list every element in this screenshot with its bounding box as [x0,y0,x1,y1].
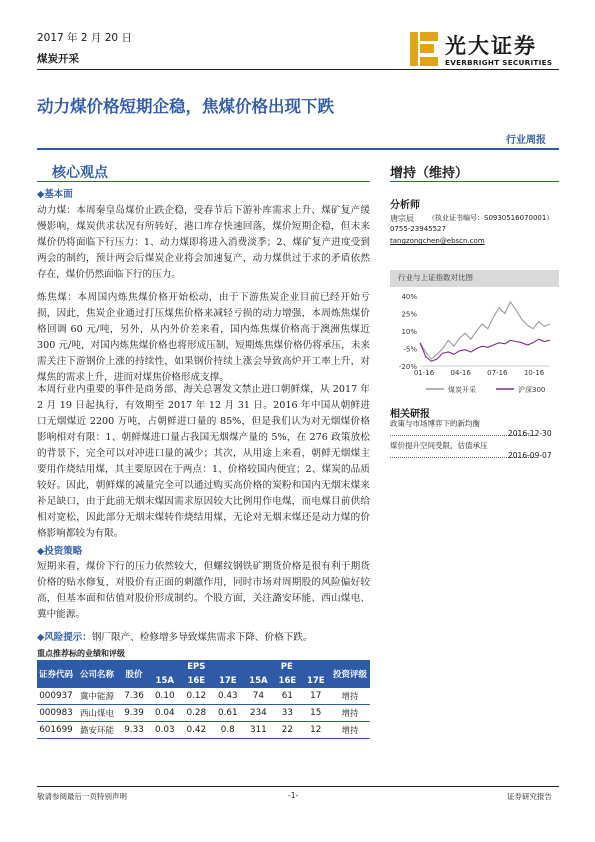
cell-pe: 22 [273,722,301,739]
footer-disclaimer: 敬请参阅最后一页特别声明 [37,792,127,801]
cell-eps: 0.61 [212,705,244,722]
cell-eps: 0.10 [149,688,181,705]
cell-rating: 增持 [330,688,370,705]
related-item-1-title[interactable]: 政策与市场博弈下的新均衡 [390,419,480,428]
x-tick-label: 01-16 [413,369,435,377]
cell-code: 000983 [37,705,75,722]
cell-pe: 33 [273,705,301,722]
cell-pe: 74 [244,688,274,705]
col-rating: 投资评级 [330,660,370,688]
strategy-paragraph: 短期来看，煤价下行的压力依然较大，但螺纹钢铁矿期货价格是很有利于期货价格的贴水修复，对股价有正面的刺激作用，同时市场对周期股的风险偏好较高，但基本面和估值对股价形成制约。个股方面，关注潞安环能、西山煤电、冀中能源。 [37,561,370,620]
col-price: 股价 [119,660,149,688]
cell-rating: 增持 [330,705,370,722]
cell-pe: 234 [244,705,274,722]
y-tick-label: 25% [401,310,417,319]
cell-rating: 增持 [330,722,370,739]
cell-code: 601699 [37,722,75,739]
col-eps-15a: 15A [149,674,181,688]
risk-line [37,629,312,643]
cell-price: 7.36 [119,688,149,705]
fundamentals-heading: ◆基本面 [37,189,73,200]
headline-divider [37,148,559,150]
cell-pe: 15 [302,705,330,722]
series-line-1 [420,302,550,359]
analyst-name: 唐宗辰 [390,214,414,223]
col-pe-15a: 15A [244,674,274,688]
col-code: 证券代码 [37,660,75,688]
cell-eps: 0.8 [212,722,244,739]
page-number: -1- [288,791,299,800]
related-item-2-title[interactable]: 煤价提升空间受限，估值承压 [390,441,488,450]
col-pe-16e: 16E [273,674,301,688]
legend-label: 煤炭开采 [448,386,476,394]
report-date: 2017 年 2 月 20 日 [37,32,132,44]
table-row [37,722,370,739]
recommendation-table [37,660,370,739]
header-divider [37,69,559,70]
risk-heading: ◆风险提示： [37,632,92,643]
analyst-email-link[interactable]: tangzongchen@ebscn.com [390,237,485,245]
related-heading: 相关研报 [390,409,430,420]
x-tick-label: 07-16 [487,369,508,377]
sector-label: 煤炭开采 [37,53,79,65]
analyst-phone: 0755-23945527 [390,225,446,233]
x-tick-label: 04-16 [450,369,471,377]
table-title: 重点推荐标的业绩和评级 [37,648,125,658]
cell-code: 000937 [37,688,75,705]
cell-price: 9.33 [119,722,149,739]
chart-title: 行业与上证指数对比图 [398,273,473,282]
report-headline: 动力煤价格短期企稳，焦煤价格出现下跌 [37,97,334,116]
col-eps: EPS [149,660,244,674]
industry-rating: 增持（维持） [390,166,469,181]
y-tick-label: -5% [403,345,417,354]
strategy-heading: ◆投资策略 [37,546,83,557]
table-row [37,688,370,705]
risk-text: 钢厂限产、检修增多导致煤焦需求下降、价格下跌。 [91,632,313,643]
cell-eps: 0.04 [149,705,181,722]
y-tick-label: 10% [401,328,417,336]
cell-price: 9.39 [119,705,149,722]
cell-pe: 12 [302,722,330,739]
footer-divider [37,786,559,787]
y-tick-label: 40% [401,293,417,301]
cell-eps: 0.28 [181,705,213,722]
cell-pe: 61 [273,688,301,705]
y-tick-label: -20% [398,363,417,371]
coking-coal-paragraph: 炼焦煤：本周国内炼焦煤价格开始松动，由于下游焦炭企业目前已经开始亏损，因此，焦炭企业通过打压煤焦价格来减轻亏损的动力增强，本周炼焦煤价格回调 60 元/吨，另外，从内外价差来看，国内炼焦煤价格高于澳洲焦煤近 300 元/吨，对国内炼焦煤价格也将形成压制，短期炼焦煤价格仍将承压，未来需关注下游钢价上涨的持续性，如果钢价持续上涨会导致高炉开工率上升，对煤焦的需求上升，进而对煤焦价格形成支撑。 [37,292,370,383]
x-tick-label: 10-16 [523,369,545,377]
logo-icon [410,32,438,66]
cell-eps: 0.42 [181,722,213,739]
core-view-divider [37,181,370,182]
series-line-2 [420,339,550,361]
import-ban-paragraph: 本周行业内重要的事件是商务部、海关总署发文禁止进口朝鲜煤，从 2017 年 2 月 19 日起执行，有效期至 2017 年 12 月 31 日。2016 年中国从朝鲜进口无烟煤近 2200 万吨，占朝鲜进口量的 85%，但是我们认为对无烟煤价格影响相对有限：1、朝鲜煤进口量占我国无烟煤产量的 5%，在 276 政策放松的背景下，完全可以对冲进口量的减少；其次，从用途上来看，朝鲜无烟煤主要用作烧结用煤，其主要原因在于两点：1、价格较国内便宜；2、煤炭的品质较好。因此，朝鲜煤的减量完全可以通过购买高价格的炭粉和国内无烟末煤来补足缺口，由于此前无烟末煤因需求原因较大比例用作电煤，而电煤目前供给相对宽松，因此部分无烟末煤转作烧结用煤，无论对无烟末煤还是动力煤的价格影响都较为有限。 [37,384,370,539]
report-type: 行业周报 [506,135,546,146]
col-pe-17e: 17E [302,674,330,688]
thermal-coal-paragraph: 动力煤：本周秦皇岛煤价止跌企稳，受春节后下游补库需求上升、煤矿复产缓慢影响，煤炭供求状况有所转好，港口库存快速回落，煤价短期企稳，但未来煤价仍将面临下行压力：1、动力煤即将进入消费淡季；2、煤矿复产进度受到两会的制约，预计两会后煤炭企业将会加速复产，动力煤供过于求的矛盾依然存在，煤价仍然面临下行的压力。 [37,205,370,280]
cell-name: 潞安环能 [75,722,119,739]
table-row [37,705,370,722]
rating-divider [390,181,559,182]
core-view-title: 核心观点 [52,165,108,181]
related-item-1-date: 2016-12-30 [508,429,552,438]
logo-text: 光大证券 [445,33,537,58]
cell-eps: 0.43 [212,688,244,705]
cell-eps: 0.03 [149,722,181,739]
related-item-2-date: 2016-09-07 [508,451,552,460]
analyst-heading: 分析师 [390,200,420,211]
analyst-cert: （执业证书编号：S0930516070001） [428,214,554,222]
cell-pe: 311 [244,722,274,739]
logo-english: EVERBRIGHT SECURITIES [445,58,553,67]
performance-chart [390,290,559,398]
cell-name: 冀中能源 [75,688,119,705]
cell-name: 西山煤电 [75,705,119,722]
col-eps-16e: 16E [181,674,213,688]
cell-eps: 0.12 [181,688,213,705]
cell-pe: 17 [302,688,330,705]
col-eps-17e: 17E [212,674,244,688]
legend-label: 沪深300 [518,386,546,394]
col-name: 公司名称 [75,660,119,688]
col-pe: PE [244,660,330,674]
footer-report-type: 证券研究报告 [507,792,552,801]
